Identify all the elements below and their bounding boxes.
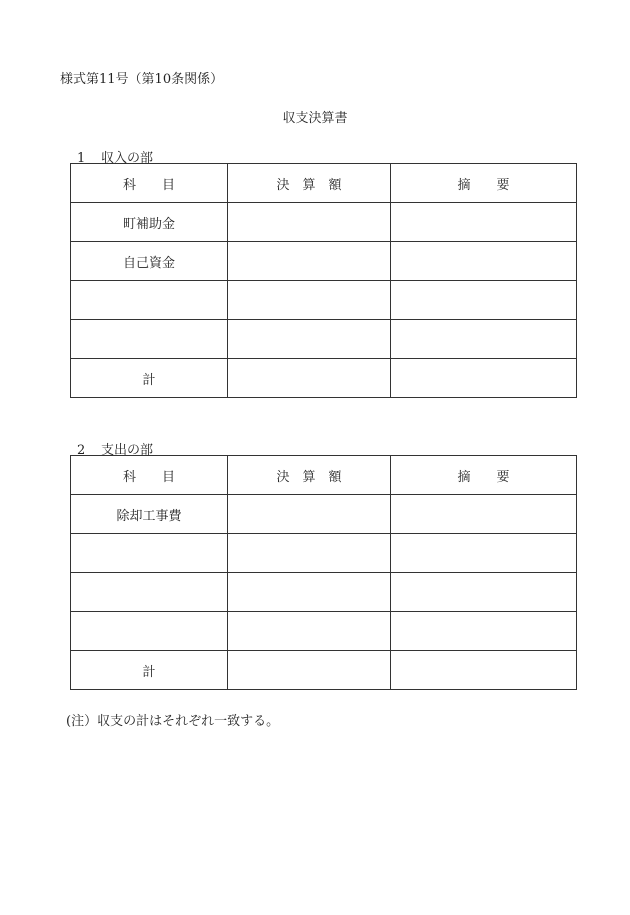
income-total-row bbox=[71, 359, 577, 398]
expense-remarks-cell[interactable] bbox=[391, 495, 577, 534]
expense-item-cell[interactable] bbox=[71, 534, 228, 573]
income-section-title: 収入の部 bbox=[101, 151, 154, 166]
income-remarks-cell[interactable] bbox=[391, 281, 577, 320]
income-section-number: 1 bbox=[77, 151, 86, 166]
table-row bbox=[71, 573, 577, 612]
income-item-cell[interactable] bbox=[71, 281, 228, 320]
income-header-item: 科 目 bbox=[71, 164, 228, 203]
expense-amount-cell[interactable] bbox=[228, 495, 391, 534]
expense-total-row bbox=[71, 651, 577, 690]
expense-table bbox=[70, 455, 577, 690]
expense-amount-cell[interactable] bbox=[228, 612, 391, 651]
income-header-remarks: 摘 要 bbox=[391, 164, 577, 203]
table-row bbox=[71, 534, 577, 573]
expense-item-cell[interactable] bbox=[71, 612, 228, 651]
table-row bbox=[71, 281, 577, 320]
income-item-cell: 自己資金 bbox=[71, 242, 228, 281]
expense-header-remarks: 摘 要 bbox=[391, 456, 577, 495]
expense-item-cell[interactable] bbox=[71, 573, 228, 612]
income-total-amount-cell[interactable] bbox=[228, 359, 391, 398]
income-remarks-cell[interactable] bbox=[391, 320, 577, 359]
income-remarks-cell[interactable] bbox=[391, 242, 577, 281]
expense-header-row bbox=[71, 456, 577, 495]
expense-section-title: 支出の部 bbox=[101, 443, 154, 458]
income-remarks-cell[interactable] bbox=[391, 203, 577, 242]
expense-total-label: 計 bbox=[71, 651, 228, 690]
table-row bbox=[71, 495, 577, 534]
income-amount-cell[interactable] bbox=[228, 320, 391, 359]
income-amount-cell[interactable] bbox=[228, 203, 391, 242]
expense-amount-cell[interactable] bbox=[228, 534, 391, 573]
expense-total-amount-cell[interactable] bbox=[228, 651, 391, 690]
table-row bbox=[71, 242, 577, 281]
income-total-remarks-cell[interactable] bbox=[391, 359, 577, 398]
expense-remarks-cell[interactable] bbox=[391, 534, 577, 573]
expense-item-cell: 除却工事費 bbox=[71, 495, 228, 534]
expense-section-number: 2 bbox=[77, 443, 86, 458]
expense-header-item: 科 目 bbox=[71, 456, 228, 495]
income-amount-cell[interactable] bbox=[228, 242, 391, 281]
document-title: 収支決算書 bbox=[282, 111, 348, 126]
income-total-label: 計 bbox=[71, 359, 228, 398]
table-row bbox=[71, 612, 577, 651]
income-item-cell: 町補助金 bbox=[71, 203, 228, 242]
income-item-cell[interactable] bbox=[71, 320, 228, 359]
expense-remarks-cell[interactable] bbox=[391, 573, 577, 612]
expense-header-amount: 決 算 額 bbox=[228, 456, 391, 495]
income-header-row bbox=[71, 164, 577, 203]
form-number: 様式第11号（第10条関係） bbox=[60, 72, 224, 87]
income-amount-cell[interactable] bbox=[228, 281, 391, 320]
expense-total-remarks-cell[interactable] bbox=[391, 651, 577, 690]
income-header-amount: 決 算 額 bbox=[228, 164, 391, 203]
expense-amount-cell[interactable] bbox=[228, 573, 391, 612]
table-row bbox=[71, 320, 577, 359]
footnote: (注）収支の計はそれぞれ一致する。 bbox=[66, 714, 280, 729]
expense-remarks-cell[interactable] bbox=[391, 612, 577, 651]
income-table bbox=[70, 163, 577, 398]
table-row bbox=[71, 203, 577, 242]
